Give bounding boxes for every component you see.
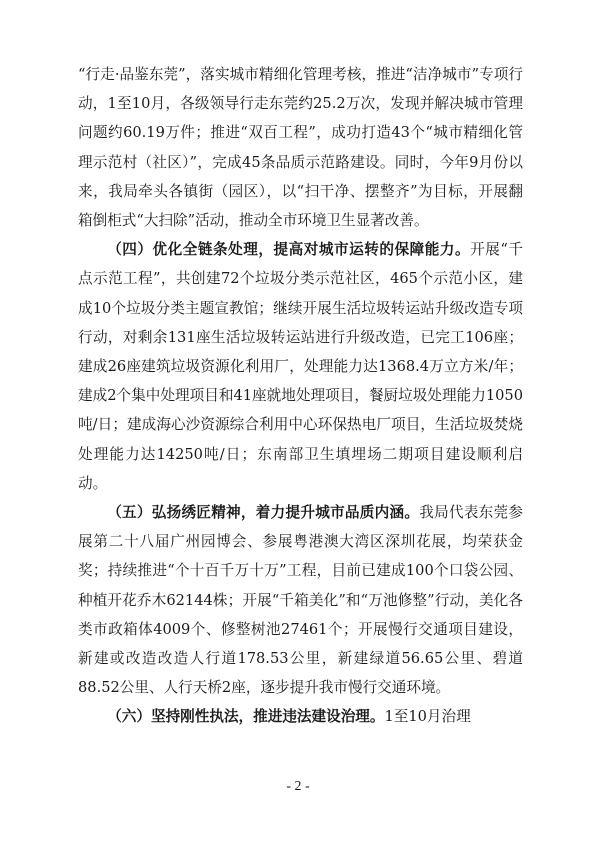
section-six [78,702,523,731]
section-five-body: 我局代表东莞参展第二十八届广州园博会、参展粤港澳大湾区深圳花展，均荣获金奖；持续推进“个十百千万十万”工程，目前已建成100个口袋公园、种植开花乔木62144株；开展“千箱美化”和“万池修整”行动，美化各类市政箱体4009个、修整树池27461个；开展慢行交通项目建设，新建或改造改造人行道178.53公里，新建绿道56.65公里、碧道88.52公里、人行天桥2座，逐步提升我市慢行交通环境。 [78,504,523,697]
section-four [78,235,523,498]
section-six-heading: （六）坚持刚性执法，推进违法建设治理。 [107,708,385,726]
section-five [78,498,523,702]
section-five-heading: （五）弘扬绣匠精神，着力提升城市品质内涵。 [107,504,420,522]
section-four-body: 开展“千点示范工程”，共创建72个垃圾分类示范社区，465个示范小区，建成10个垃圾分类主题宣教馆；继续开展生活垃圾转运站升级改造专项行动，对剩余131座生活垃圾转运站进行升级改造，已完工106座；建成26座建筑垃圾资源化利用厂，处理能力达1368.4万立方米/年；建成2个集中处理项目和41座就地处理项目，餐厨垃圾处理能力1050吨/日；建成海心沙资源综合利用中心环保热电厂项目，生活垃圾焚烧处理能力达14250吨/日；东南部卫生填埋场二期项目建设顺利启动。 [78,241,523,492]
section-four-heading: （四）优化全链条处理，提高对城市运转的保障能力。 [107,241,471,259]
document-body [78,60,523,732]
section-six-body: 1至10月治理 [384,708,471,726]
page-number: - 2 - [286,779,310,794]
continuation-paragraph: “行走·品鉴东莞”，落实城市精细化管理考核，推进“洁净城市”专项行动，1至10月，各级领导行走东莞约25.2万次，发现并解决城市管理问题约60.19万件；推进“双百工程”，成功打造43个“城市精细化管理示范村（社区）”，完成45条品质示范路建设。同时，今年9月份以来，我局牵头各镇街（园区），以“扫干净、摆整齐”为目标，开展翻箱倒柜式“大扫除”活动，推动全市环境卫生显著改善。 [78,66,523,230]
